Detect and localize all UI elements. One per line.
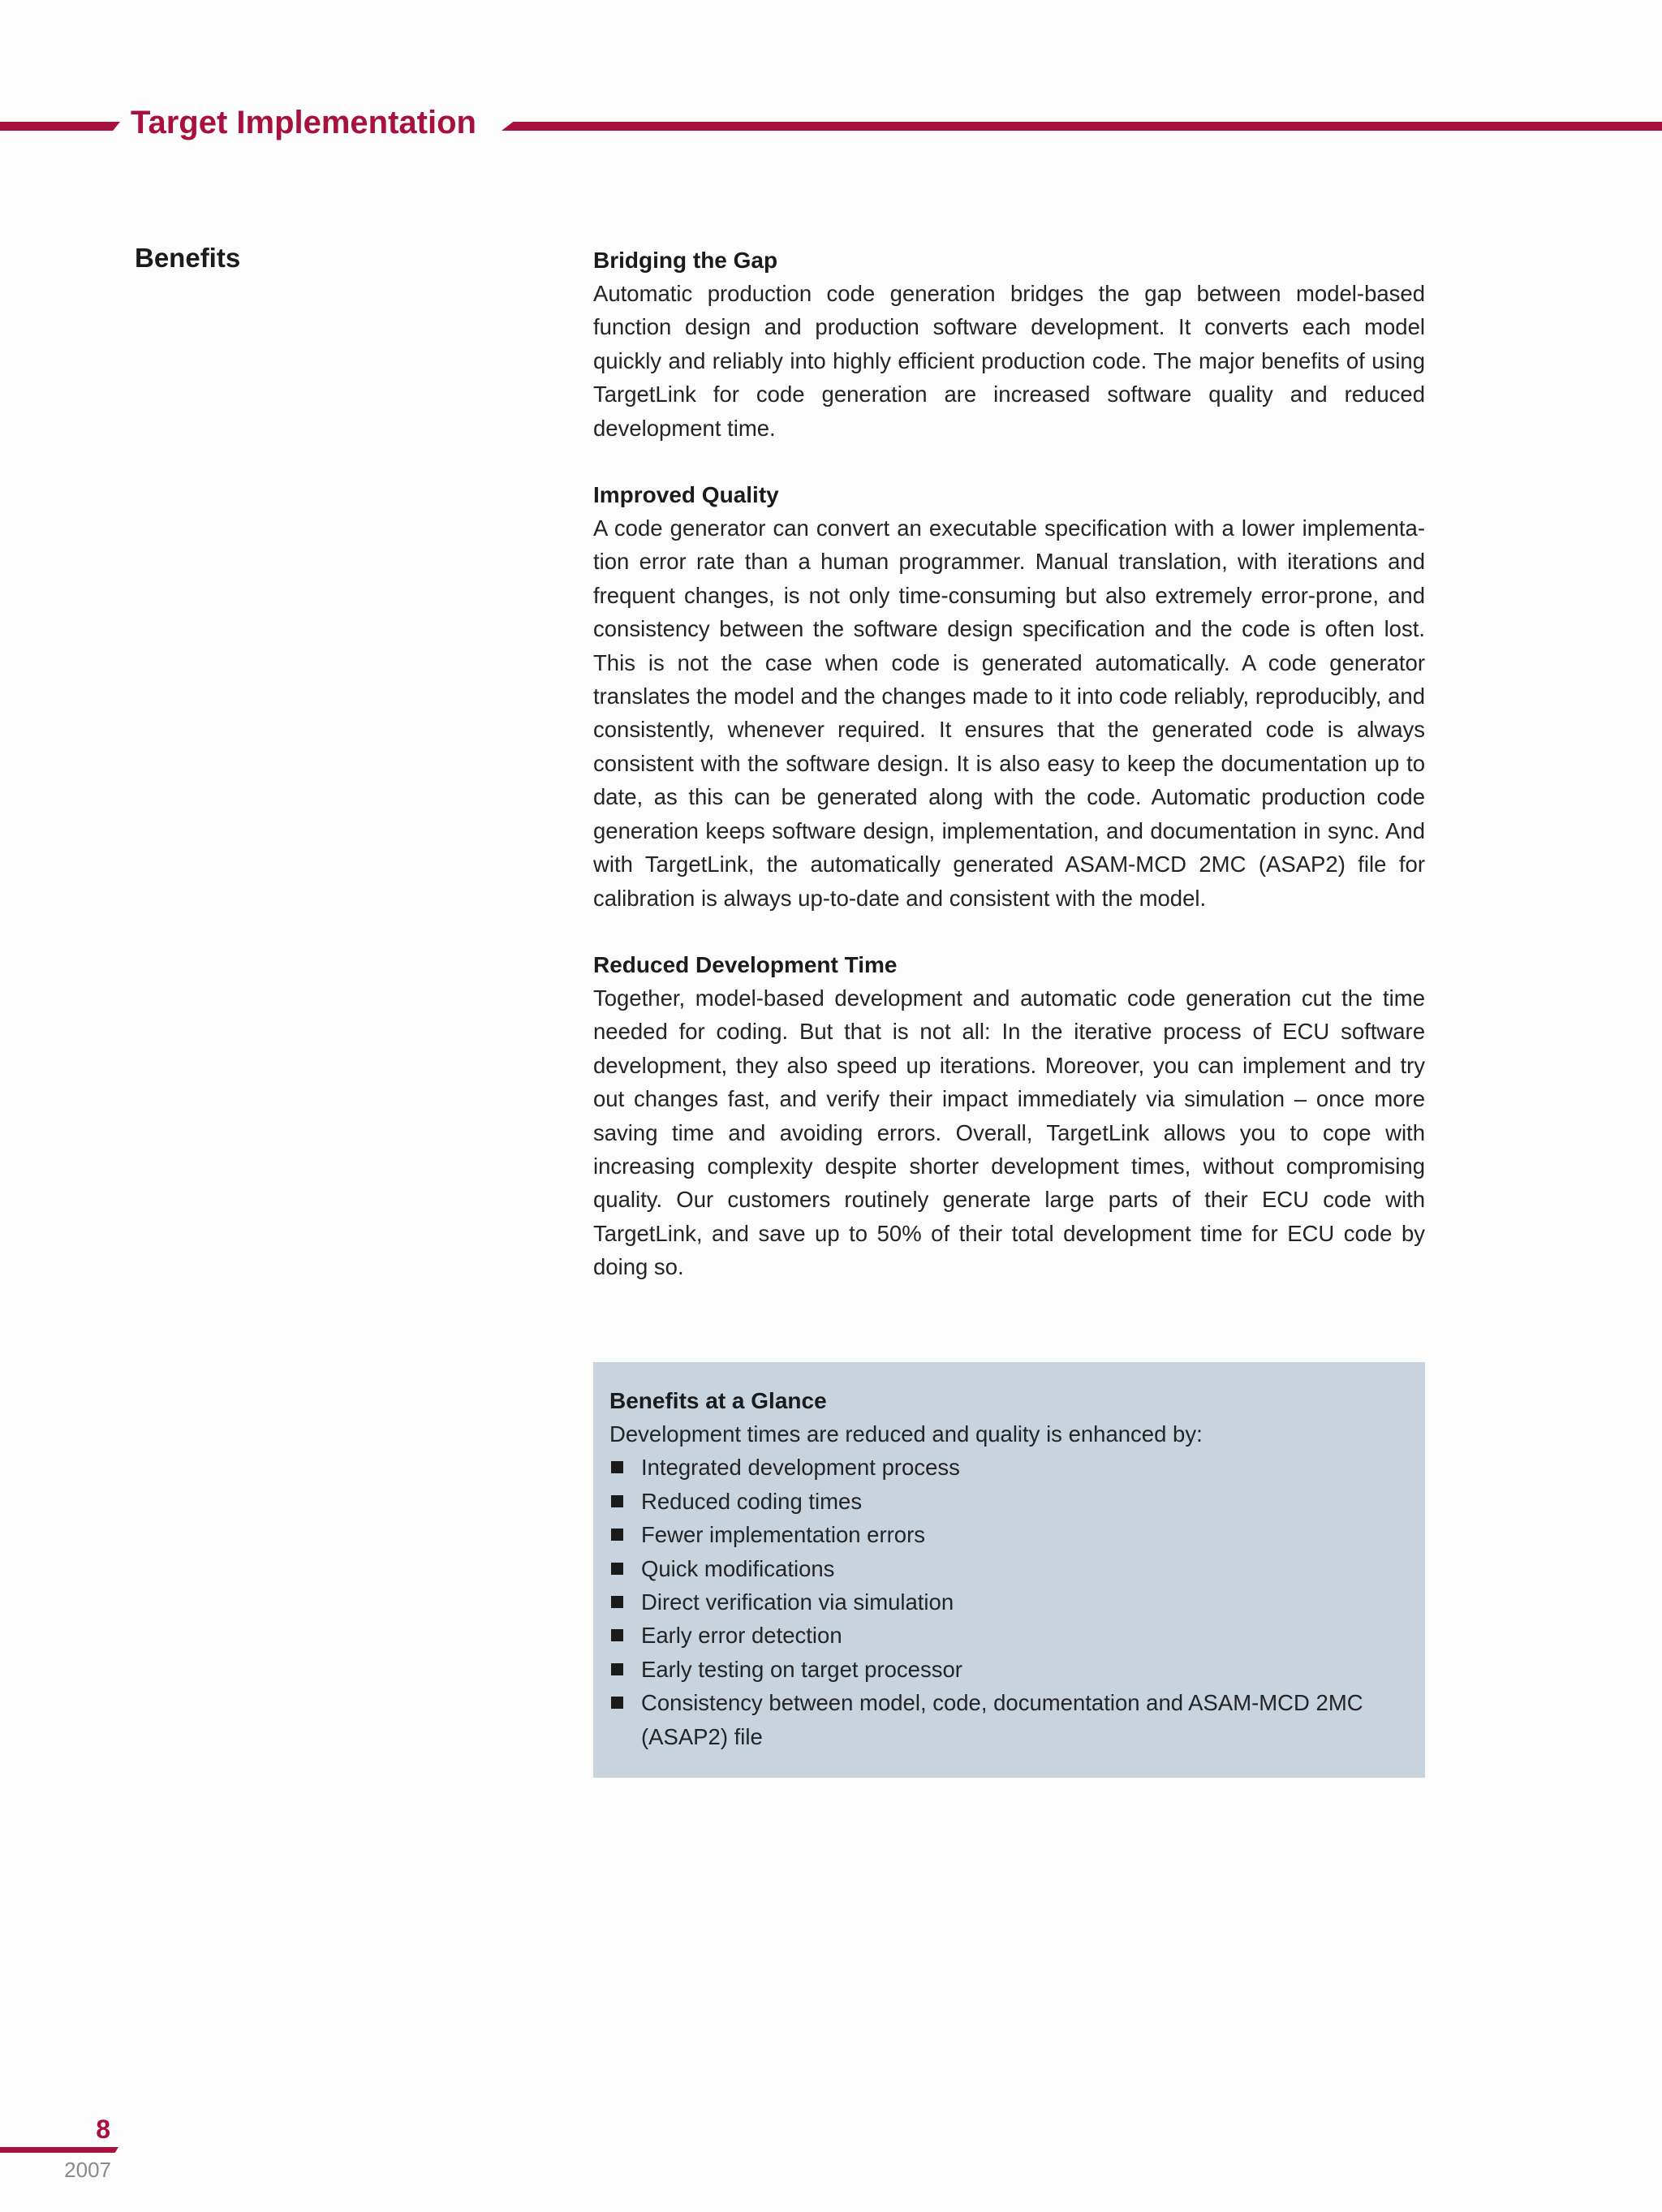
square-bullet-icon [611, 1563, 623, 1575]
section-body: A code generator can convert an executable specification with a lower implementa-tion error rate than a human programmer. Manual translation, with iterations and frequent changes, is not only time-consuming but also extremely error-prone, and consistency between the software design specification and the code is often lost. This is not the case when code is generated automatically. A code generator translates the model and the changes made to it into code reliably, reproducibly, and consistently, whenever required. It ensures that the generated code is always consistent with the software design. It is also easy to keep the documentation up to date, as this can be generated along with the code. Automatic production code generation keeps software design, implementation, and documentation in sync. And with TargetLink, the automatically generated ASAM-MCD 2MC (ASAP2) file for calibration is always up-to-date and consistent with the model. [593, 515, 1425, 911]
glance-list [609, 1451, 1407, 1753]
glance-intro: Development times are reduced and quality is enhanced by: [609, 1421, 1203, 1447]
list-item [609, 1518, 1407, 1551]
section-heading: Reduced Development Time [593, 951, 898, 977]
list-item-text: Consistency between model, code, documentation and ASAM-MCD 2MC (ASAP2) file [641, 1690, 1363, 1749]
section-reduced-development-time [593, 948, 1425, 1284]
list-item [609, 1619, 1407, 1652]
list-item-text: Direct verification via simulation [641, 1589, 954, 1615]
glance-title: Benefits at a Glance [609, 1388, 827, 1413]
list-item-text: Fewer implementation errors [641, 1522, 925, 1548]
main-content [593, 244, 1425, 1317]
square-bullet-icon [611, 1495, 623, 1507]
list-item [609, 1585, 1407, 1619]
section-body: Automatic production code generation bridges the gap between model-based function design and production software development. It converts each model quickly and reliably into highly efficient production code. The major benefits of using TargetLink for code generation are increased software quality and reduced development time. [593, 281, 1425, 441]
square-bullet-icon [611, 1461, 623, 1473]
side-heading: Benefits [135, 243, 241, 273]
list-item-text: Reduced coding times [641, 1488, 863, 1514]
header-rule-left [0, 122, 120, 131]
header-rule-right [502, 122, 1662, 131]
list-item-text: Early testing on target processor [641, 1656, 962, 1682]
square-bullet-icon [611, 1697, 623, 1709]
page-title: Target Implementation [131, 105, 476, 140]
square-bullet-icon [611, 1663, 623, 1675]
page-number: 8 [96, 2115, 110, 2144]
list-item [609, 1485, 1407, 1518]
list-item-text: Early error detection [641, 1623, 842, 1649]
benefits-at-a-glance-box [593, 1362, 1425, 1778]
section-heading: Bridging the Gap [593, 248, 778, 273]
section-bridging-the-gap [593, 244, 1425, 445]
list-item-text: Quick modifications [641, 1555, 835, 1581]
list-item [609, 1686, 1407, 1753]
section-improved-quality [593, 478, 1425, 915]
list-item-text: Integrated development process [641, 1455, 960, 1481]
square-bullet-icon [611, 1529, 623, 1541]
list-item [609, 1552, 1407, 1585]
section-body: Together, model-based development and automatic code generation cut the time needed for coding. But that is not all: In the iterative process of ECU software development, they also speed up iterations. Moreover, you can implement and try out changes fast, and verify their impact immediately via simulation – once more saving time and avoiding errors. Overall, TargetLink allows you to cope with increasing complexity despite shorter development times, without compromising quality. Our customers routinely generate large parts of their ECU code with TargetLink, and save up to 50% of their total development time for ECU code by doing so. [593, 985, 1425, 1280]
footer-year: 2007 [64, 2158, 111, 2182]
square-bullet-icon [611, 1596, 623, 1608]
section-heading: Improved Quality [593, 482, 779, 508]
square-bullet-icon [611, 1629, 623, 1641]
list-item [609, 1653, 1407, 1686]
footer-rule [0, 2147, 118, 2153]
list-item [609, 1451, 1407, 1484]
